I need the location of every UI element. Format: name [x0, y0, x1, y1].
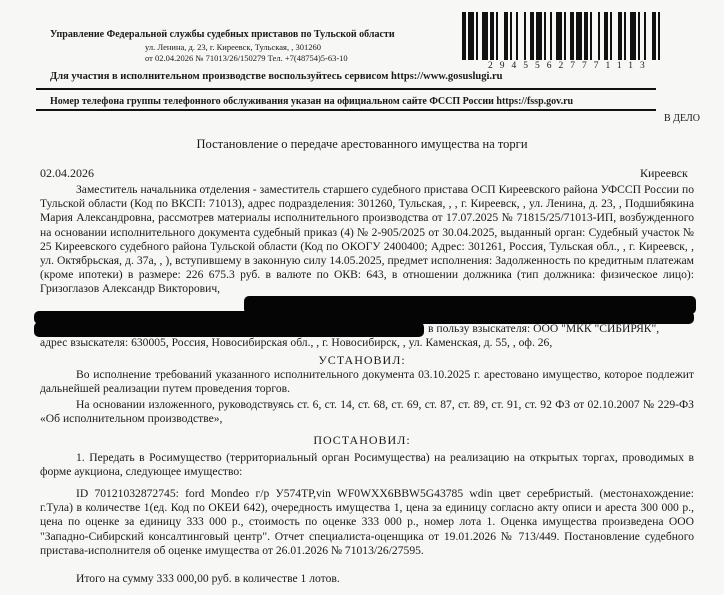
barcode	[460, 12, 704, 60]
order-paragraph: 1. Передать в Росимущество (территориальный орган Росимущества) на реализацию на открытых торгах, проводимых в форме аукциона, следующее имущество:	[40, 451, 694, 479]
redaction-block	[34, 322, 424, 337]
creditor-address: адрес взыскателя: 630005, Россия, Новосибирская обл., , г. Новосибирск, , ул. Каменская, д. 55, , оф. 26,	[40, 336, 553, 349]
service-notice: Для участия в исполнительном производстве воспользуйтесь сервисом https://www.gosuslugi.ru	[50, 71, 503, 82]
document-city: Киреевск	[640, 166, 688, 180]
section-heading-postanovil: ПОСТАНОВИЛ:	[313, 433, 411, 447]
intro-paragraph: Заместитель начальника отделения - заместитель старшего судебного пристава ОСП Киреевского района УФССП России по Тульской области (Код по ВКСП: 71013), адрес подразделения: 301260, Тульская, , , г. Киреевск, , ул. Ленина, д. 23, , Подшибякина Мария Александровна, рассмотрев материалы исполнительного производства от 17.07.2025 № 71815/25/71013-ИП, возбужденного на основании исполнительного документа судебный приказ (4) № 2-905/2025 от 30.04.2025, выданный орган: Судебный участок № 25 Киреевского судебного района Тульской области (Код по ОКОГУ 2400400; Адрес: 301261, Россия, Тульская обл., , г. Киреевск, , ул. Октябрьская, д. 37а, , ), вступившему в законную силу 14.05.2025, предмет исполнения: Задолженность по кредитным платежам (кроме ипотеки) в размере: 226 675.3 руб. в валюте по ОКВ: 643, в отношении должника (тип должника: физическое лицо): Гризоглазов Александр Викторович,	[40, 183, 694, 296]
filing-stamp: В ДЕЛО	[664, 113, 700, 124]
findings-paragraph: Во исполнение требований указанного исполнительного документа 03.10.2025 г. арестовано имущество, которое подлежит дальнейшей реализации путем проведения торгов.	[40, 368, 694, 396]
property-paragraph: ID 70121032872745: ford Mondeo г/р У574ТР,vin WF0WXX6BBW5G43785 wdin цвет серебристый. (местонахождение: г.Тула) в количестве 1(ед. Код по ОКЕИ 642), очередность имущества 1, цена за единицу согласно акту описи и ареста 300 000 р., цена по оценке за единицу 333 000 р., стоимость по оценке 333 000 р., номер лота 1. Оценка имущества произведена ООО "Западно-Сибирский консалтинговый центр". Отчет специалиста-оценщика от 19.01.2026 № 713/449. Постановление судебного пристава-исполнителя об оценке имущества от 26.01.2026 № 71013/26/27595.	[40, 487, 694, 557]
agency-address: ул. Ленина, д. 23, г. Киреевск, Тульская, , 301260	[145, 42, 321, 52]
total-paragraph: Итого на сумму 333 000,00 руб. в количестве 1 лотов.	[76, 572, 340, 585]
legal-basis-paragraph: На основании изложенного, руководствуясь ст. 6, ст. 14, ст. 68, ст. 69, ст. 87, ст. 89, ст. 91, ст. 92 ФЗ от 02.10.2007 № 229-ФЗ «Об исполнительном производстве»,	[40, 398, 694, 426]
document-date: 02.04.2026	[40, 166, 94, 180]
divider	[36, 88, 656, 90]
barcode-number: 29455627771113	[488, 61, 652, 71]
document-title: Постановление о передаче арестованного имущества на торги	[196, 137, 528, 151]
agency-title: Управление Федеральной службы судебных приставов по Тульской области	[50, 29, 395, 40]
phone-notice: Номер телефона группы телефонного обслуживания указан на официальном сайте ФССП России https://fssp.gov.ru	[50, 96, 574, 107]
section-heading-ustanovil: УСТАНОВИЛ:	[318, 353, 406, 367]
document-reference: от 02.04.2026 № 71013/26/150279 Тел. +7(48754)5-63-10	[145, 53, 348, 63]
divider	[36, 109, 656, 111]
creditor-text: в пользу взыскателя: ООО "МКК "СИБИРЯК",	[428, 322, 660, 335]
